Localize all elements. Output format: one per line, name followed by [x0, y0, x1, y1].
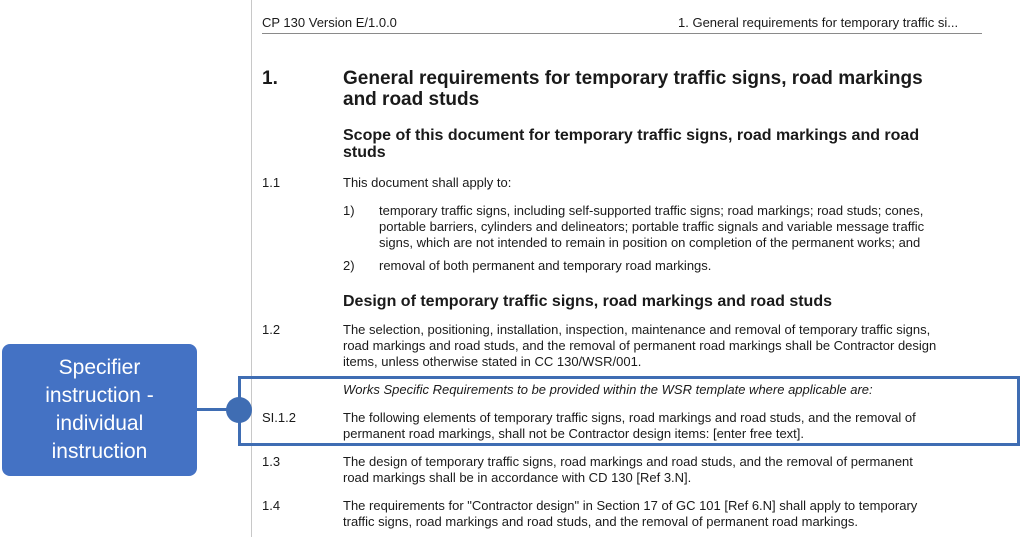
- callout-connector-dot: [226, 397, 252, 423]
- callout-line: individual: [55, 412, 144, 435]
- callout-line: instruction: [51, 440, 148, 463]
- callout-line: Specifier: [58, 356, 141, 379]
- clause-line: The requirements for "Contractor design" in Section 17 of GC 101 [Ref 6.N] shall apply to temporary: [343, 498, 918, 513]
- clause-line: road markings and road studs, and the removal of permanent road markings shall be Contractor design: [343, 338, 937, 353]
- clause-line: The selection, positioning, installation, inspection, maintenance and removal of temporary traffic signs,: [343, 322, 931, 337]
- list-marker-1: 1): [343, 203, 355, 218]
- specifier-instruction-highlight: [238, 376, 1020, 446]
- clause-number-si-1-2: SI.1.2: [262, 410, 296, 425]
- wsr-intro: Works Specific Requirements to be provided within the WSR template where applicable are:: [343, 382, 873, 397]
- clause-line: items, unless otherwise stated in CC 130/WSR/001.: [343, 354, 642, 369]
- clause-text-1-4: [343, 498, 917, 530]
- list-item-1: [379, 203, 924, 251]
- clause-line: The following elements of temporary traffic signs, road markings and road studs, and the removal of: [343, 410, 916, 425]
- section-title: [343, 68, 923, 110]
- list-item-line: signs, which are not intended to remain in position on completion of the permanent works; and: [379, 235, 921, 250]
- scope-heading-line: studs: [343, 144, 386, 161]
- section-number: 1.: [262, 68, 278, 89]
- design-heading: Design of temporary traffic signs, road markings and road studs: [343, 293, 832, 310]
- clause-text-1-3: [343, 454, 913, 486]
- list-item-line: temporary traffic signs, including self-supported traffic signs; road markings; road studs; cones,: [379, 203, 924, 218]
- clause-text-1-2: [343, 322, 936, 370]
- running-header-title: 1. General requirements for temporary traffic si...: [678, 15, 959, 30]
- callout-connector-line: [197, 408, 229, 411]
- clause-number-1-2: 1.2: [262, 322, 281, 337]
- clause-line: road markings shall be in accordance with CD 130 [Ref 3.N].: [343, 470, 692, 485]
- document-version: CP 130 Version E/1.0.0: [262, 15, 397, 30]
- list-item-2: [379, 258, 711, 274]
- header-rule: [262, 33, 982, 34]
- clause-text-1-1: This document shall apply to:: [343, 175, 512, 190]
- section-title-line: and road studs: [343, 89, 480, 110]
- clause-line: traffic signs, road markings and road studs, and the removal of permanent road markings.: [343, 514, 858, 529]
- scope-heading-line: Scope of this document for temporary traffic signs, road markings and road: [343, 127, 920, 144]
- clause-number-1-4: 1.4: [262, 498, 281, 513]
- specifier-instruction-callout: [2, 344, 197, 476]
- clause-line: permanent road markings, shall not be Contractor design items: [enter free text].: [343, 426, 805, 441]
- section-title-line: General requirements for temporary traffic signs, road markings: [343, 68, 923, 89]
- clause-number-1-3: 1.3: [262, 454, 281, 469]
- list-marker-2: 2): [343, 258, 355, 273]
- callout-line: instruction -: [45, 384, 154, 407]
- clause-line: The design of temporary traffic signs, road markings and road studs, and the removal of permanent: [343, 454, 913, 469]
- clause-number-1-1: 1.1: [262, 175, 281, 190]
- list-item-line: removal of both permanent and temporary road markings.: [379, 258, 712, 273]
- page-left-edge: [251, 0, 252, 537]
- scope-heading: [343, 127, 919, 161]
- list-item-line: portable barriers, cylinders and delineators; portable traffic signals and variable message traffic: [379, 219, 925, 234]
